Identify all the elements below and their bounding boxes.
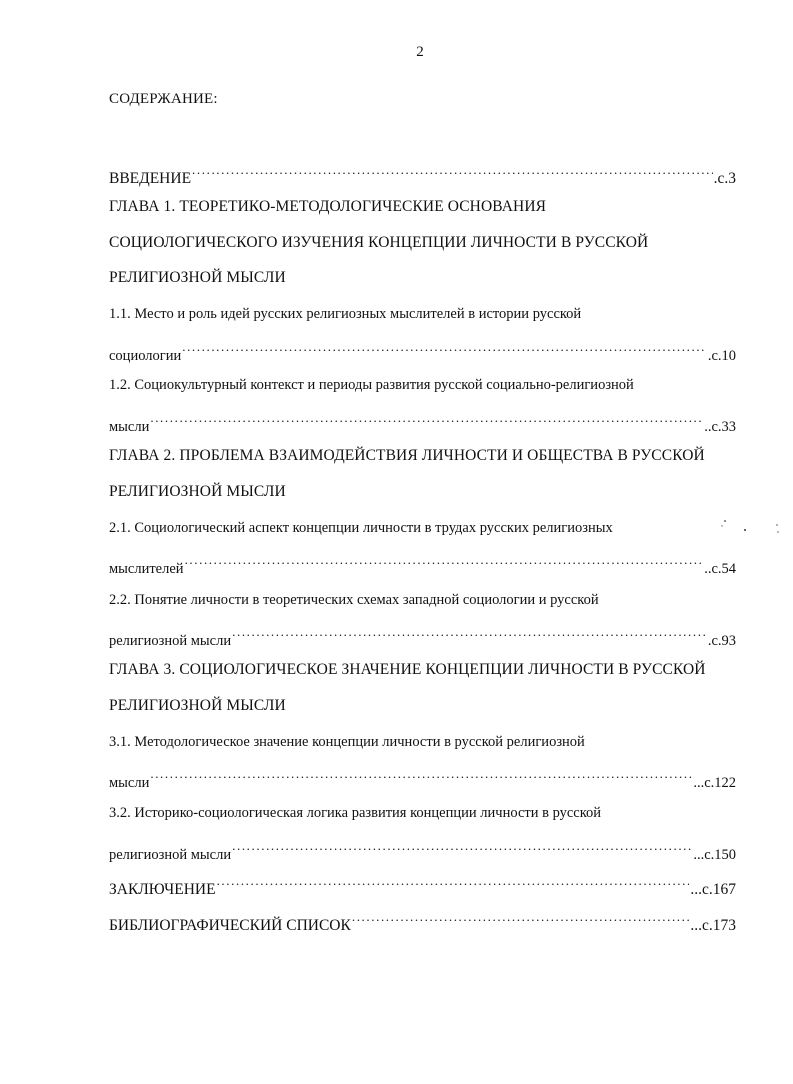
toc-entry-2-2[interactable] bbox=[109, 625, 736, 651]
dot-leader bbox=[150, 767, 692, 787]
toc-entry-label: социологии bbox=[109, 348, 182, 364]
toc-entry-label: ЗАКЛЮЧЕНИЕ bbox=[109, 881, 216, 898]
toc-entry-page: ...с.150 bbox=[693, 847, 736, 863]
dot-leader bbox=[150, 411, 703, 431]
dot-leader bbox=[232, 839, 692, 859]
toc-entry-1-2[interactable] bbox=[109, 411, 736, 437]
chapter-2-title-line-1: ГЛАВА 2. ПРОБЛЕМА ВЗАИМОДЕЙСТВИЯ ЛИЧНОСТИ И ОБЩЕСТВА В РУССКОЙ bbox=[109, 447, 705, 464]
toc-entry-label: ВВЕДЕНИЕ bbox=[109, 170, 192, 187]
toc-entry-2-1[interactable] bbox=[109, 553, 736, 579]
section-3-1-title: 3.1. Методологическое значение концепции личности в русской религиозной bbox=[109, 734, 585, 750]
toc-entry-page: .с.3 bbox=[713, 170, 736, 187]
toc-entry-page: ...с.122 bbox=[693, 775, 736, 791]
scan-speck-marks bbox=[715, 513, 785, 543]
toc-entry-label: БИБЛИОГРАФИЧЕСКИЙ СПИСОК bbox=[109, 917, 351, 934]
page-number: 2 bbox=[416, 44, 424, 60]
dot-leader bbox=[192, 163, 713, 183]
dot-leader bbox=[185, 553, 704, 573]
section-2-2-title: 2.2. Понятие личности в теоретических схемах западной социологии и русской bbox=[109, 592, 599, 608]
toc-entry-3-2[interactable] bbox=[109, 839, 736, 865]
section-1-2-title: 1.2. Социокультурный контекст и периоды развития русской социально-религиозной bbox=[109, 377, 634, 393]
section-3-2-title: 3.2. Историко-социологическая логика развития концепции личности в русской bbox=[109, 805, 602, 821]
toc-entry-label: мысли bbox=[109, 775, 150, 791]
toc-entry-1-1[interactable] bbox=[109, 340, 736, 366]
toc-entry-3-1[interactable] bbox=[109, 767, 736, 793]
toc-entry-label: мысли bbox=[109, 419, 150, 435]
section-1-1-title: 1.1. Место и роль идей русских религиозных мыслителей в истории русской bbox=[109, 306, 582, 322]
chapter-1-title-line-3: РЕЛИГИОЗНОЙ МЫСЛИ bbox=[109, 269, 286, 286]
toc-entry-page: ...с.173 bbox=[690, 917, 736, 934]
chapter-3-title-line-1: ГЛАВА 3. СОЦИОЛОГИЧЕСКОЕ ЗНАЧЕНИЕ КОНЦЕПЦИИ ЛИЧНОСТИ В РУССКОЙ bbox=[109, 661, 706, 678]
chapter-1-title-line-1: ГЛАВА 1. ТЕОРЕТИКО-МЕТОДОЛОГИЧЕСКИЕ ОСНОВАНИЯ bbox=[109, 198, 547, 215]
dot-leader bbox=[232, 625, 707, 645]
toc-entry-label: мыслителей bbox=[109, 561, 184, 577]
section-2-1-title: 2.1. Социологический аспект концепции личности в трудах русских религиозных bbox=[109, 520, 613, 536]
toc-entry-label: религиозной мысли bbox=[109, 633, 232, 649]
toc-entry-page: ...с.167 bbox=[690, 881, 736, 898]
toc-entry-bibliography[interactable] bbox=[109, 910, 736, 936]
toc-entry-intro[interactable] bbox=[109, 163, 736, 189]
toc-entry-label: религиозной мысли bbox=[109, 847, 232, 863]
toc-entry-page: .с.10 bbox=[707, 348, 736, 364]
dot-leader bbox=[217, 874, 690, 894]
toc-title: СОДЕРЖАНИЕ: bbox=[109, 91, 218, 107]
dot-leader bbox=[352, 910, 690, 930]
chapter-2-title-line-2: РЕЛИГИОЗНОЙ МЫСЛИ bbox=[109, 483, 286, 500]
toc-entry-page: ..с.54 bbox=[704, 561, 736, 577]
chapter-1-title-line-2: СОЦИОЛОГИЧЕСКОГО ИЗУЧЕНИЯ КОНЦЕПЦИИ ЛИЧНОСТИ В РУССКОЙ bbox=[109, 234, 649, 251]
toc-entry-page: .с.93 bbox=[707, 633, 736, 649]
toc-entry-conclusion[interactable] bbox=[109, 874, 736, 900]
toc-entry-page: ..с.33 bbox=[704, 419, 736, 435]
chapter-3-title-line-2: РЕЛИГИОЗНОЙ МЫСЛИ bbox=[109, 697, 286, 714]
dot-leader bbox=[182, 340, 707, 360]
